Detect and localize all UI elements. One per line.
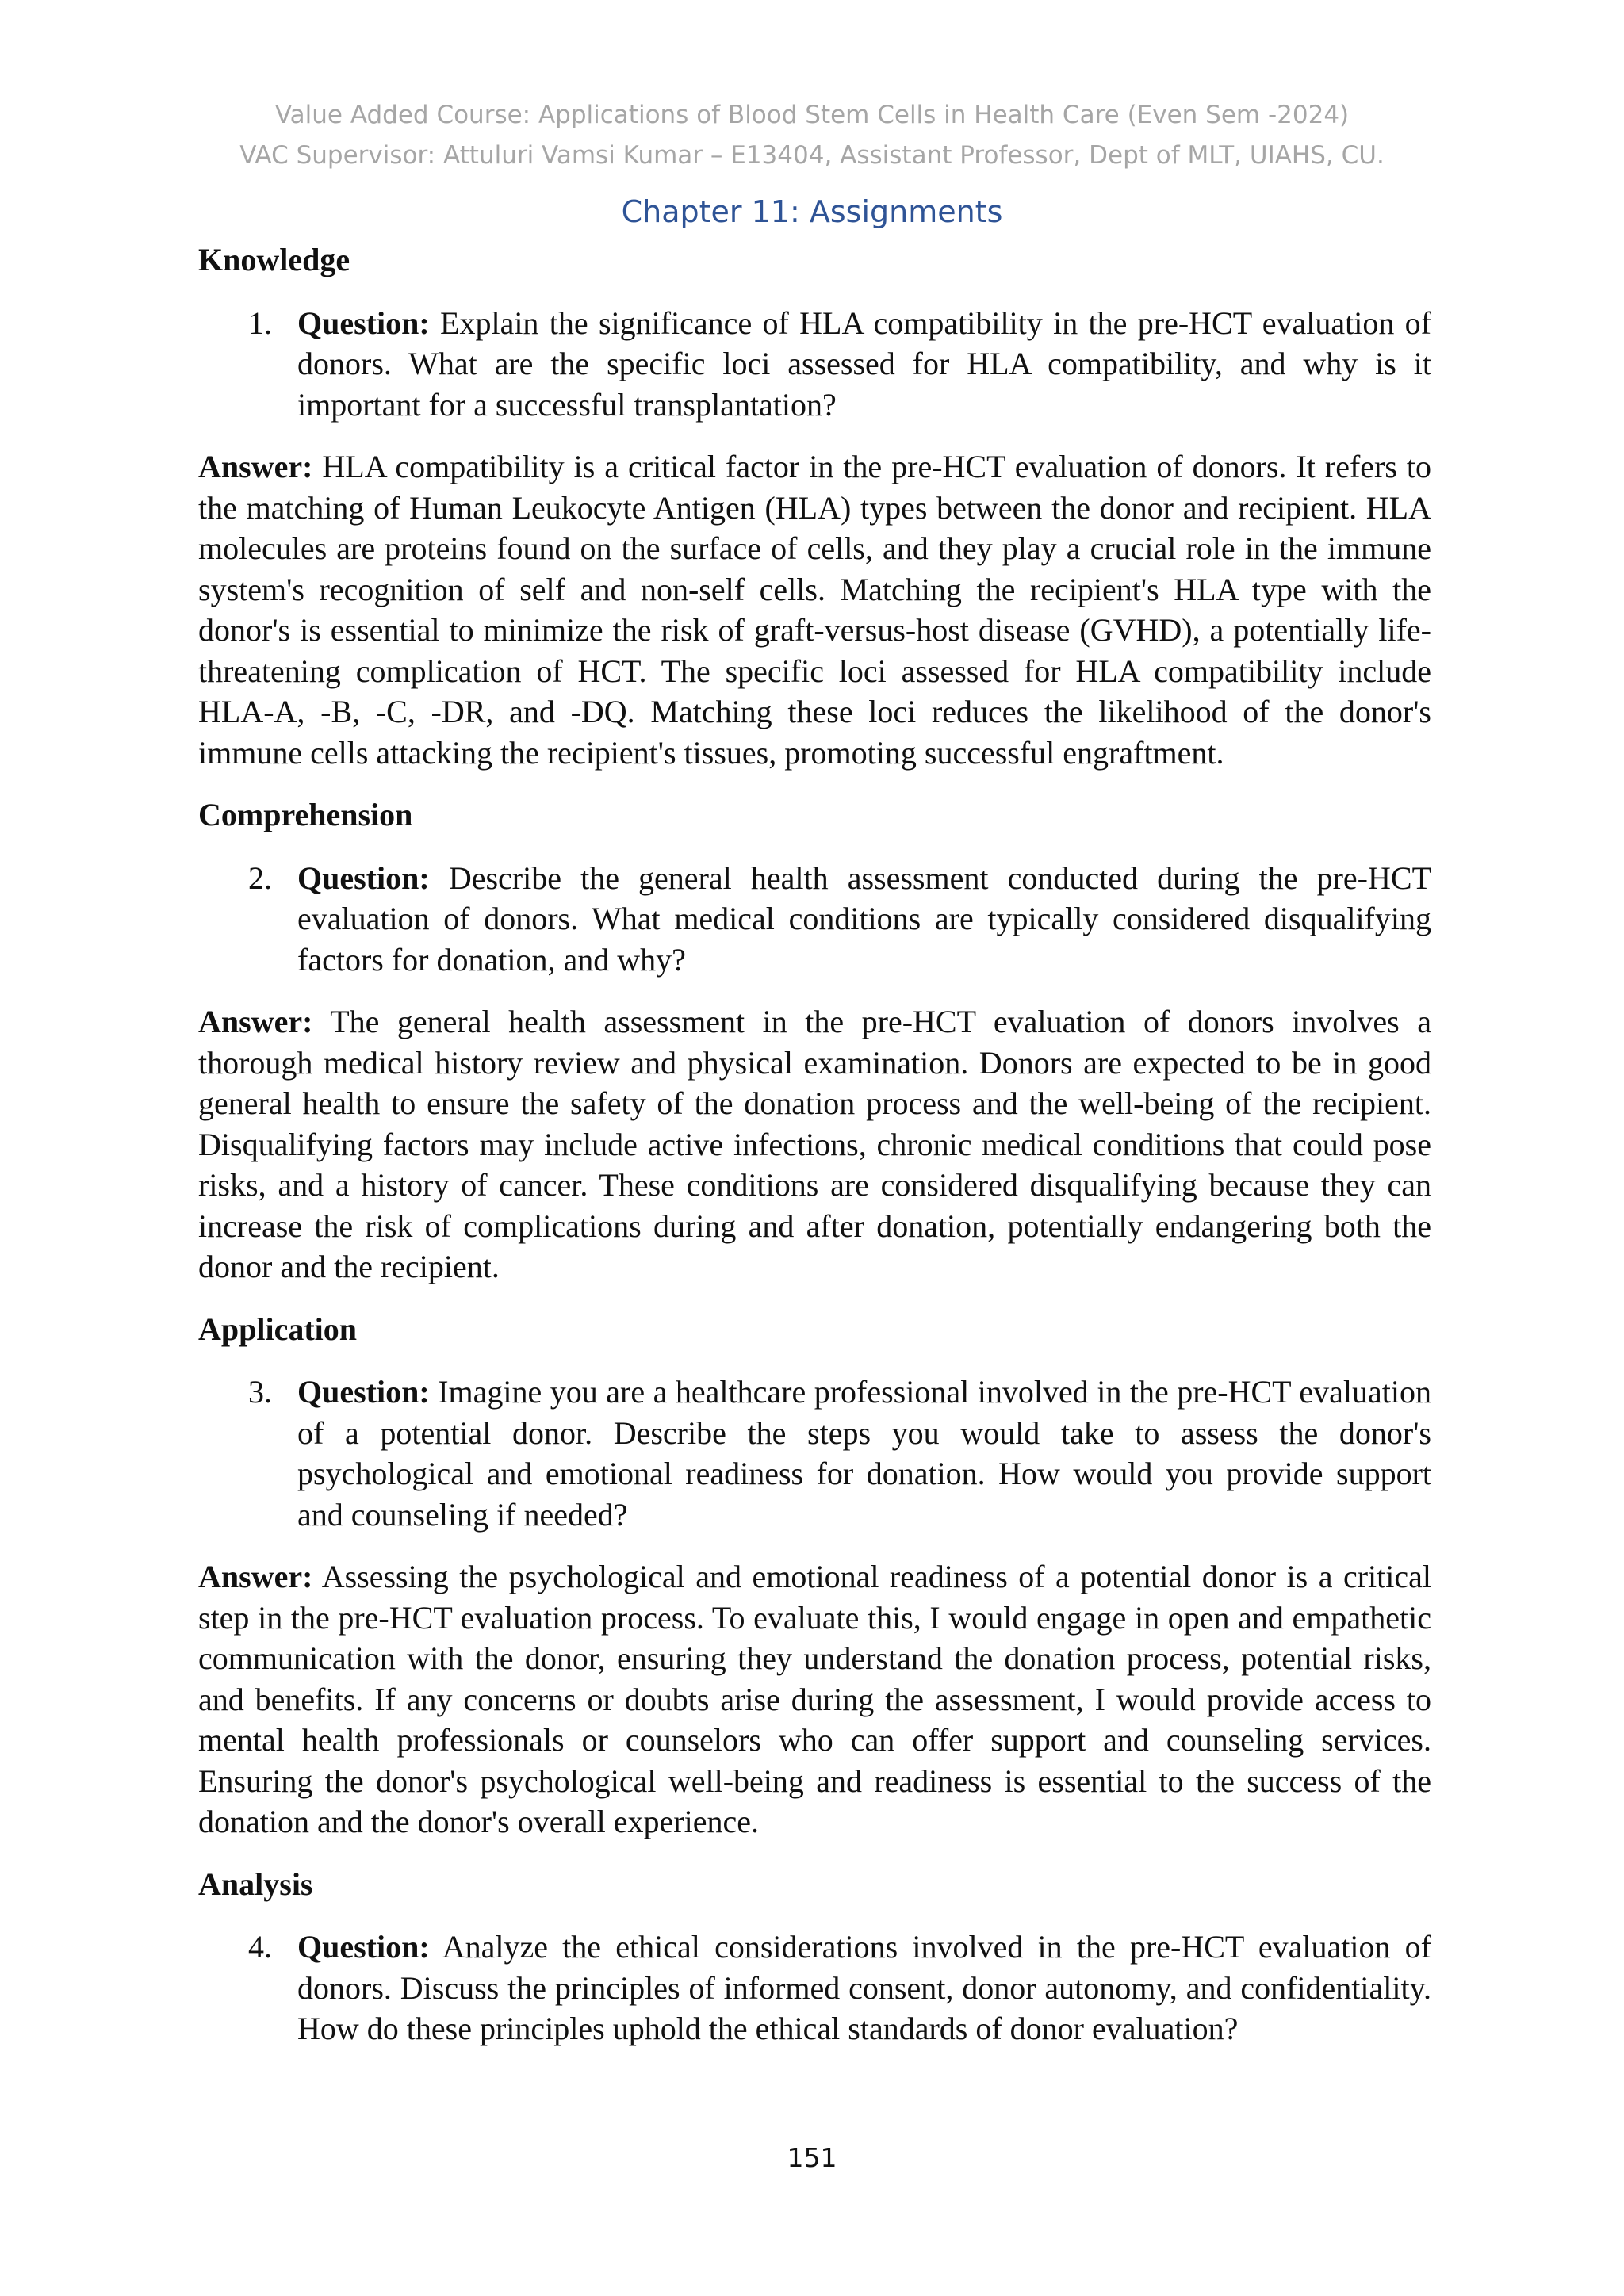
answer-label: Answer:: [198, 1004, 313, 1039]
answer-paragraph: Answer: Assessing the psychological and emotional readiness of a potential donor is a critical step in the pre-HCT evaluation process. To evaluate this, I would engage in open and empathetic communication with the donor, ensuring they understand the donation process, potential risks, and benefits. If any concerns or doubts arise during the assessment, I would provide access to mental health professionals or counselors who can offer support and counseling services. Ensuring the donor's psychological well-being and readiness is essential to the success of the donation and the donor's overall experience.: [198, 1559, 1432, 1839]
header-course-line: Value Added Course: Applications of Blood Stem Cells in Health Care (Even Sem -2024): [274, 101, 1350, 129]
question-label: Question:: [297, 859, 430, 896]
question-number: 2.: [248, 859, 272, 896]
question-number: 4.: [248, 1929, 272, 1965]
question-label: Question:: [297, 304, 430, 341]
question-item: [198, 1927, 1431, 2049]
running-header: [0, 95, 1624, 176]
section-heading: Knowledge: [198, 242, 350, 277]
section-analysis: [198, 1864, 1431, 2049]
question-number: 3.: [248, 1374, 272, 1410]
question-number: 1.: [248, 304, 272, 341]
section-comprehension: [198, 794, 1431, 1288]
question-item: [198, 303, 1431, 426]
answer-paragraph: Answer: The general health assessment in the pre-HCT evaluation of donors involves a thorough medical history review and physical examination. Donors are expected to be in good general health to ensure the safety of the donation process and the well-being of the recipient. Disqualifying factors may include active infections, chronic medical conditions that could pose risks, and a history of cancer. These conditions are considered disqualifying because they can increase the risk of complications during and after donation, potentially endangering both the donor and the recipient.: [198, 1004, 1431, 1284]
header-supervisor-line: VAC Supervisor: Attuluri Vamsi Kumar – E13404, Assistant Professor, Dept of MLT, UIAHS, CU.: [239, 141, 1385, 170]
question-text: Question: Describe the general health assessment conducted during the pre-HCT evaluation of donors. What medical conditions are typically considered disqualifying factors for donation, and why?: [297, 859, 1431, 978]
answer-label: Answer:: [198, 449, 313, 484]
document-body: [198, 239, 1431, 2049]
question-label: Question:: [297, 1374, 430, 1410]
section-heading: Analysis: [198, 1866, 313, 1902]
answer-paragraph: Answer: HLA compatibility is a critical factor in the pre-HCT evaluation of donors. It refers to the matching of Human Leukocyte Antigen (HLA) types between the donor and recipient. HLA molecules are proteins found on the surface of cells, and they play a crucial role in the immune system's recognition of self and non-self cells. Matching the recipient's HLA type with the donor's is essential to minimize the risk of graft-versus-host disease (GVHD), a potentially life-threatening complication of HCT. The specific loci assessed for HLA compatibility include HLA-A, -B, -C, -DR, and -DQ. Matching these loci reduces the likelihood of the donor's immune cells attacking the recipient's tissues, promoting successful engraftment.: [198, 449, 1431, 771]
question-text: Question: Explain the significance of HLA compatibility in the pre-HCT evaluation of donors. What are the specific loci assessed for HLA compatibility, and why is it important for a successful transplantation?: [297, 304, 1432, 423]
answer-label: Answer:: [198, 1559, 313, 1594]
question-item: [198, 1372, 1431, 1535]
question-item: [198, 858, 1431, 981]
page-number: 151: [787, 2142, 837, 2173]
question-text: Question: Imagine you are a healthcare professional involved in the pre-HCT evaluation of a potential donor. Describe the steps you would take to assess the donor's psychological and emotional readiness for donation. How would you provide support and counseling if needed?: [297, 1374, 1431, 1533]
section-heading: Comprehension: [198, 797, 413, 832]
section-knowledge: [198, 239, 1431, 773]
chapter-title: Chapter 11: Assignments: [621, 194, 1003, 229]
section-heading: Application: [198, 1311, 358, 1347]
question-text: Question: Analyze the ethical considerations involved in the pre-HCT evaluation of donors. Discuss the principles of informed consent, donor autonomy, and confidentiality. How do these principles uphold the ethical standards of donor evaluation?: [297, 1929, 1431, 2046]
section-application: [198, 1309, 1431, 1843]
question-label: Question:: [297, 1929, 430, 1965]
